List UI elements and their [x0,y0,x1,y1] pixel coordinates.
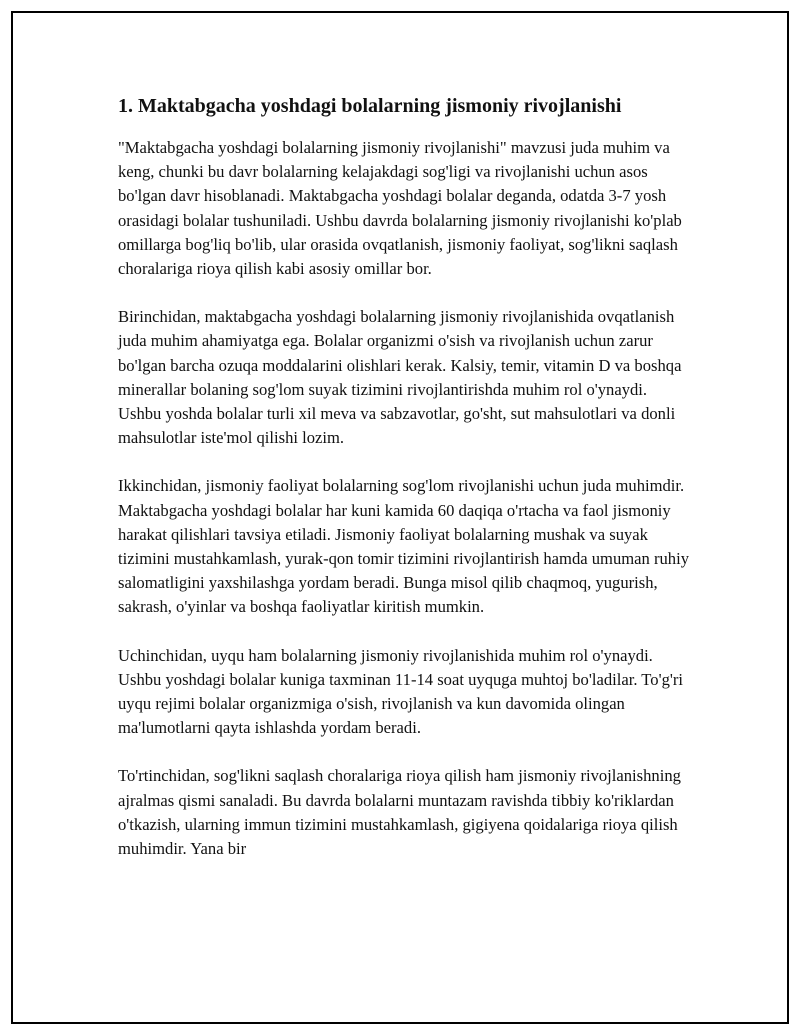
section-heading: 1. Maktabgacha yoshdagi bolalarning jismoniy rivojlanishi [118,95,622,117]
paragraph-intro: "Maktabgacha yoshdagi bolalarning jismoniy rivojlanishi" mavzusi juda muhim va keng, chunki bu davr bolalarning kelajakdagi sog'ligi va rivojlanishi uchun asos bo'lgan davr hisoblanadi. Maktabgacha yoshdagi bolalar deganda, odatda 3-7 yosh orasidagi bolalar tushuniladi. Ushbu davrda bolalarning jismoniy rivojlanishi ko'plab omillarga bog'liq bo'lib, ular orasida ovqatlanish, jismoniy faoliyat, sog'likni saqlash choralariga rioya qilish kabi asosiy omillar bor. [118,138,682,279]
paragraph-physical-activity: Ikkinchidan, jismoniy faoliyat bolalarning sog'lom rivojlanishi uchun juda muhimdir. Maktabgacha yoshdagi bolalar har kuni kamida 60 daqiqa o'rtacha va faol jismoniy harakat qilishlari tavsiya etiladi. Jismoniy faoliyat bolalarning mushak va suyak tizimini mustahkamlash, yurak-qon tomir tizimini rivojlantirish hamda umuman ruhiy salomatligini yaxshilashga yordam beradi. Bunga misol qilib chaqmoq, yugurish, sakrash, o'yinlar va boshqa faoliyatlar kiritish mumkin. [118,476,690,617]
paragraph-nutrition: Birinchidan, maktabgacha yoshdagi bolalarning jismoniy rivojlanishida ovqatlanish juda muhim ahamiyatga ega. Bolalar organizmi o'sish va rivojlanish uchun zarur bo'lgan barcha ozuqa moddalarini olishlari kerak. Kalsiy, temir, vitamin D va boshqa minerallar bolaning sog'lom suyak tizimini rivojlantirishda muhim rol o'ynaydi. Ushbu yoshda bolalar turli xil meva va sabzavotlar, go'sht, sut mahsulotlari va donli mahsulotlar iste'mol qilishi lozim. [118,307,682,448]
document-body [118,92,693,885]
paragraph-sleep: Uchinchidan, uyqu ham bolalarning jismoniy rivojlanishida muhim rol o'ynaydi. Ushbu yoshdagi bolalar kuniga taxminan 11-14 soat uyquga muhtoj bo'ladilar. To'g'ri uyqu rejimi bolalar organizmiga o'sish, rivojlanish va kun davomida olingan ma'lumotlarni qayta ishlashda yordam beradi. [118,645,683,738]
paragraph-health-care: To'rtinchidan, sog'likni saqlash choralariga rioya qilish ham jismoniy rivojlanishning ajralmas qismi sanaladi. Bu davrda bolalarni muntazam ravishda tibbiy ko'riklardan o'tkazish, ularning immun tizimini mustahkamlash, gigiyena qoidalariga rioya qilish muhimdir. Yana bir [118,766,681,859]
